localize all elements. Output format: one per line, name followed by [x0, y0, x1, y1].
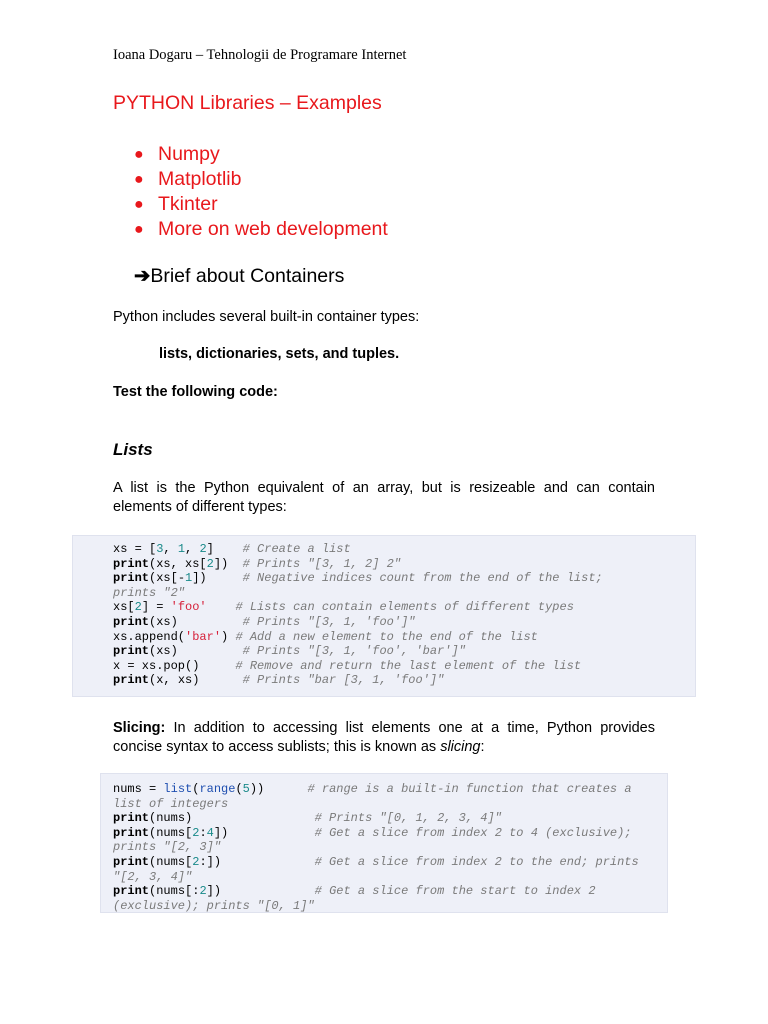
arrow-icon: ➔ [134, 265, 151, 287]
brief-heading: ➔Brief about Containers [134, 265, 345, 287]
code-line: list of integers [113, 796, 229, 811]
code-line: print(xs[-1]) # Negative indices count from the end of the list; [113, 571, 603, 586]
code-line: print(xs) # Prints "[3, 1, 'foo']" [113, 614, 416, 629]
code-line: prints "2" [113, 585, 186, 600]
page-header: Ioana Dogaru – Tehnologii de Programare Internet [113, 47, 407, 63]
bullet-icon: ● [134, 221, 144, 238]
container-types: lists, dictionaries, sets, and tuples. [159, 346, 400, 362]
list-item: ● Tkinter [134, 193, 218, 215]
list-item: ● Numpy [134, 143, 220, 165]
list-item: ● Matplotlib [134, 168, 242, 190]
lists-heading: Lists [113, 440, 153, 459]
code-line: xs[2] = 'foo' # Lists can contain elements of different types [113, 600, 574, 615]
bullet-icon: ● [134, 146, 144, 163]
code-line: xs = [3, 1, 2] # Create a list [113, 542, 351, 556]
bullet-icon: ● [134, 171, 144, 188]
section-title: PYTHON Libraries – Examples [113, 92, 382, 114]
code-line: print(x, xs) # Prints "bar [3, 1, 'foo']" [113, 673, 445, 688]
lists-description: A list is the Python equivalent of an array, but is resizeable and can contain elements of different types: [113, 480, 655, 515]
code-line: nums = list(range(5)) # range is a built-in function that creates a [113, 782, 632, 796]
code-line: print(xs, xs[2]) # Prints "[3, 1, 2] 2" [113, 556, 402, 571]
code-line: x = xs.pop() # Remove and return the last element of the list [113, 658, 582, 673]
code-line: "[2, 3, 4]" [113, 869, 193, 884]
library-list [134, 142, 388, 242]
intro-paragraph: Python includes several built-in container types: [113, 309, 420, 325]
bullet-icon: ● [134, 196, 144, 213]
code-line: print(nums[2:4]) # Get a slice from index 2 to 4 (exclusive); [113, 825, 632, 840]
test-label: Test the following code: [113, 384, 278, 400]
code-block-slicing [100, 773, 668, 913]
code-line: print(nums) # Prints "[0, 1, 2, 3, 4]" [113, 811, 502, 826]
list-item: ● More on web development [134, 218, 388, 240]
code-line: (exclusive); prints "[0, 1]" [113, 898, 315, 913]
code-block-lists [72, 535, 696, 697]
code-line: prints "[2, 3]" [113, 840, 222, 855]
code-line: print(xs) # Prints "[3, 1, 'foo', 'bar']" [113, 644, 466, 659]
slicing-paragraph: Slicing: In addition to accessing list elements one at a time, Python provides concise syntax to access sublists; this is known as slicing: [113, 720, 655, 755]
code-line: xs.append('bar') # Add a new element to the end of the list [113, 629, 538, 644]
code-line: print(nums[2:]) # Get a slice from index 2 to the end; prints [113, 854, 639, 869]
code-line: print(nums[:2]) # Get a slice from the start to index 2 [113, 884, 596, 899]
